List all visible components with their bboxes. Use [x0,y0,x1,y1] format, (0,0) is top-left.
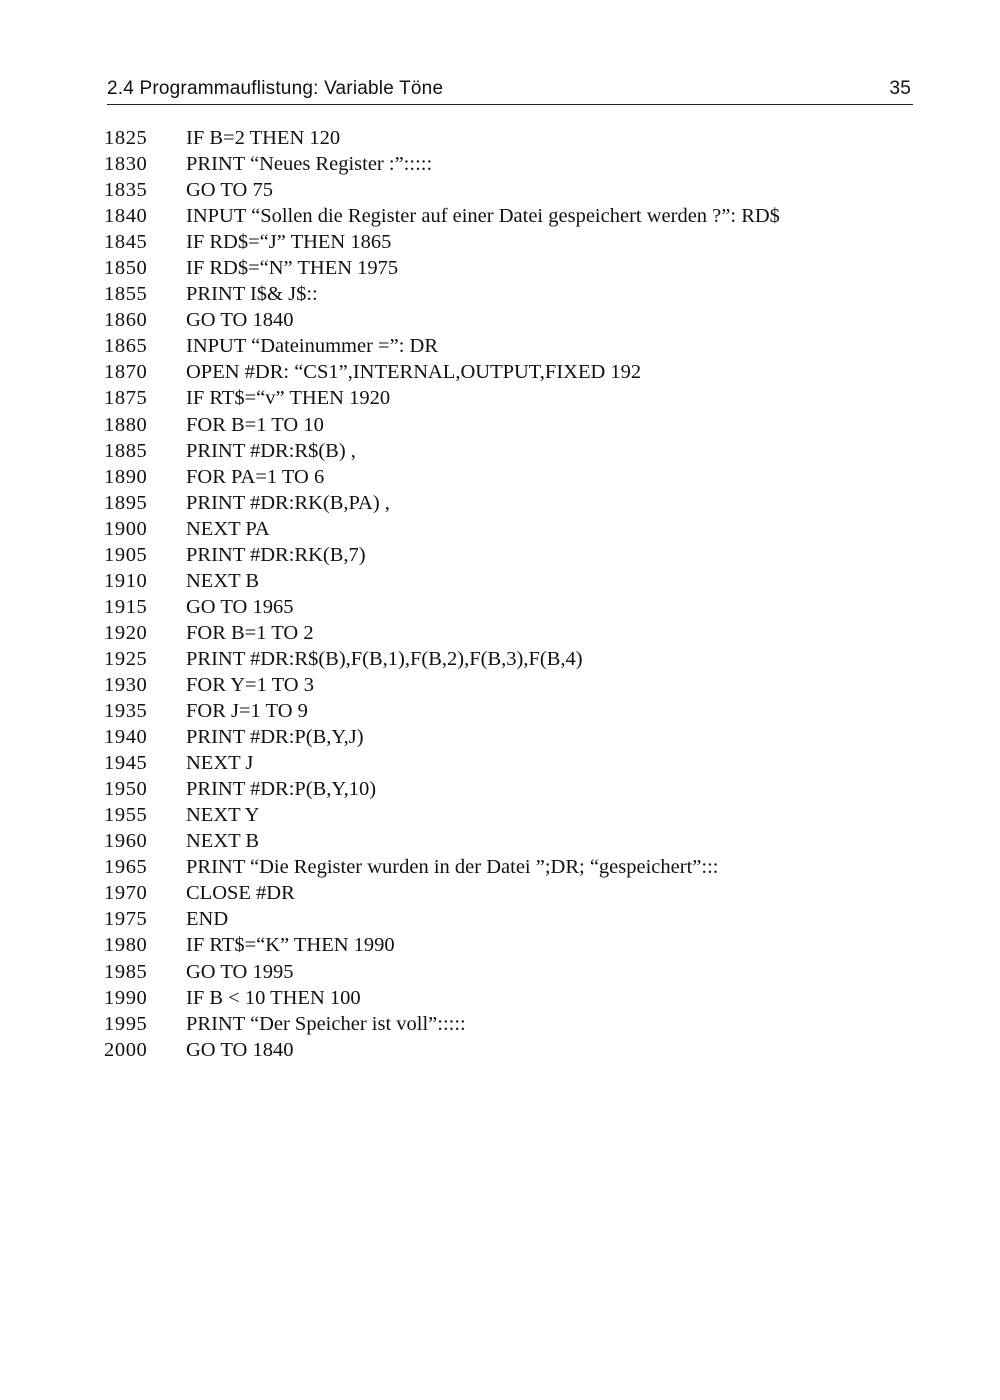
line-number: 1920 [104,621,148,644]
code-statement: NEXT PA [186,517,270,540]
line-number: 1985 [104,960,148,983]
code-statement: PRINT #DR:P(B,Y,10) [186,778,377,801]
code-line [104,412,944,438]
code-statement: FOR B=1 TO 2 [186,621,314,644]
code-line [104,229,944,255]
line-number: 1975 [104,908,148,931]
line-number: 1870 [104,361,148,384]
code-statement: END [186,908,229,931]
code-line [104,698,944,724]
code-line [104,828,944,854]
code-line [104,255,944,281]
code-line [104,177,944,203]
code-line [104,464,944,490]
code-statement: PRINT “Neues Register :”::::: [186,153,433,176]
code-statement: IF B=2 THEN 120 [186,127,341,149]
running-header [107,76,913,105]
code-statement: GO TO 75 [186,179,273,202]
line-number: 1970 [104,882,148,905]
line-number: 1940 [104,726,148,749]
line-number: 1865 [104,335,148,358]
line-number: 1935 [104,700,148,723]
code-line [104,594,944,620]
code-statement: CLOSE #DR [186,882,295,905]
code-line [104,880,944,906]
code-line [104,151,944,177]
code-statement: PRINT #DR:RK(B,PA) , [186,491,390,514]
code-statement: PRINT “Die Register wurden in der Datei ”;DR; “gespeichert”::: [186,856,719,879]
code-statement: PRINT “Der Speicher ist voll”::::: [186,1012,466,1035]
code-line [104,985,944,1011]
code-line [104,307,944,333]
code-line [104,724,944,750]
line-number: 1840 [104,205,148,228]
code-line [104,542,944,568]
code-line [104,750,944,776]
line-number: 1875 [104,387,148,410]
code-statement: PRINT #DR:R$(B),F(B,1),F(B,2),F(B,3),F(B,4) [186,647,583,670]
code-line [104,802,944,828]
code-line [104,854,944,880]
line-number: 1830 [104,153,148,176]
code-statement: IF B < 10 THEN 100 [186,986,361,1009]
code-line [104,1037,944,1063]
code-line [104,203,944,229]
code-statement: OPEN #DR: “CS1”,INTERNAL,OUTPUT,FIXED 192 [186,361,642,384]
code-line [104,490,944,516]
line-number: 1910 [104,569,148,592]
code-statement: GO TO 1840 [186,1038,294,1061]
code-statement: NEXT Y [186,804,260,827]
code-line [104,385,944,411]
code-statement: IF RT$=“v” THEN 1920 [186,387,391,410]
code-line [104,568,944,594]
code-statement: NEXT J [186,752,254,775]
line-number: 1980 [104,934,148,957]
code-line [104,125,944,151]
line-number: 2000 [104,1038,148,1061]
code-line [104,646,944,672]
code-statement: IF RD$=“J” THEN 1865 [186,231,392,254]
line-number: 1855 [104,283,148,306]
code-statement: IF RT$=“K” THEN 1990 [186,934,395,957]
code-statement: FOR Y=1 TO 3 [186,673,314,696]
line-number: 1885 [104,439,148,462]
line-number: 1965 [104,856,148,879]
section-title: 2.4 Programmauflistung: Variable Töne [107,78,444,99]
line-number: 1915 [104,595,148,618]
code-line [104,776,944,802]
code-line [104,516,944,542]
line-number: 1845 [104,231,148,254]
line-number: 1945 [104,752,148,775]
page-number: 35 [889,78,911,99]
code-line [104,620,944,646]
code-line [104,438,944,464]
code-line [104,1011,944,1037]
code-line [104,359,944,385]
code-line [104,959,944,985]
code-statement: FOR B=1 TO 10 [186,413,324,436]
code-statement: PRINT I$& J$:: [186,283,318,306]
code-statement: IF RD$=“N” THEN 1975 [186,257,399,280]
code-line [104,333,944,359]
line-number: 1900 [104,517,148,540]
code-statement: INPUT “Dateinummer =”: DR [186,335,439,358]
line-number: 1960 [104,830,148,853]
code-statement: PRINT #DR:RK(B,7) [186,543,366,566]
code-statement: FOR PA=1 TO 6 [186,465,325,488]
line-number: 1825 [104,127,148,149]
line-number: 1850 [104,257,148,280]
code-statement: FOR J=1 TO 9 [186,700,308,723]
line-number: 1955 [104,804,148,827]
line-number: 1835 [104,179,148,202]
line-number: 1860 [104,309,148,332]
code-statement: NEXT B [186,830,260,853]
code-statement: PRINT #DR:R$(B) , [186,439,356,462]
code-line [104,932,944,958]
code-statement: INPUT “Sollen die Register auf einer Datei gespeichert werden ?”: RD$ [186,205,780,228]
line-number: 1895 [104,491,148,514]
code-line [104,281,944,307]
code-statement: NEXT B [186,569,260,592]
line-number: 1890 [104,465,148,488]
code-statement: GO TO 1995 [186,960,294,983]
line-number: 1930 [104,673,148,696]
line-number: 1905 [104,543,148,566]
line-number: 1925 [104,647,148,670]
line-number: 1880 [104,413,148,436]
line-number: 1995 [104,1012,148,1035]
line-number: 1990 [104,986,148,1009]
code-line [104,672,944,698]
code-statement: PRINT #DR:P(B,Y,J) [186,726,364,749]
program-listing [104,125,944,1063]
code-statement: GO TO 1840 [186,309,294,332]
code-line [104,906,944,932]
code-statement: GO TO 1965 [186,595,294,618]
line-number: 1950 [104,778,148,801]
